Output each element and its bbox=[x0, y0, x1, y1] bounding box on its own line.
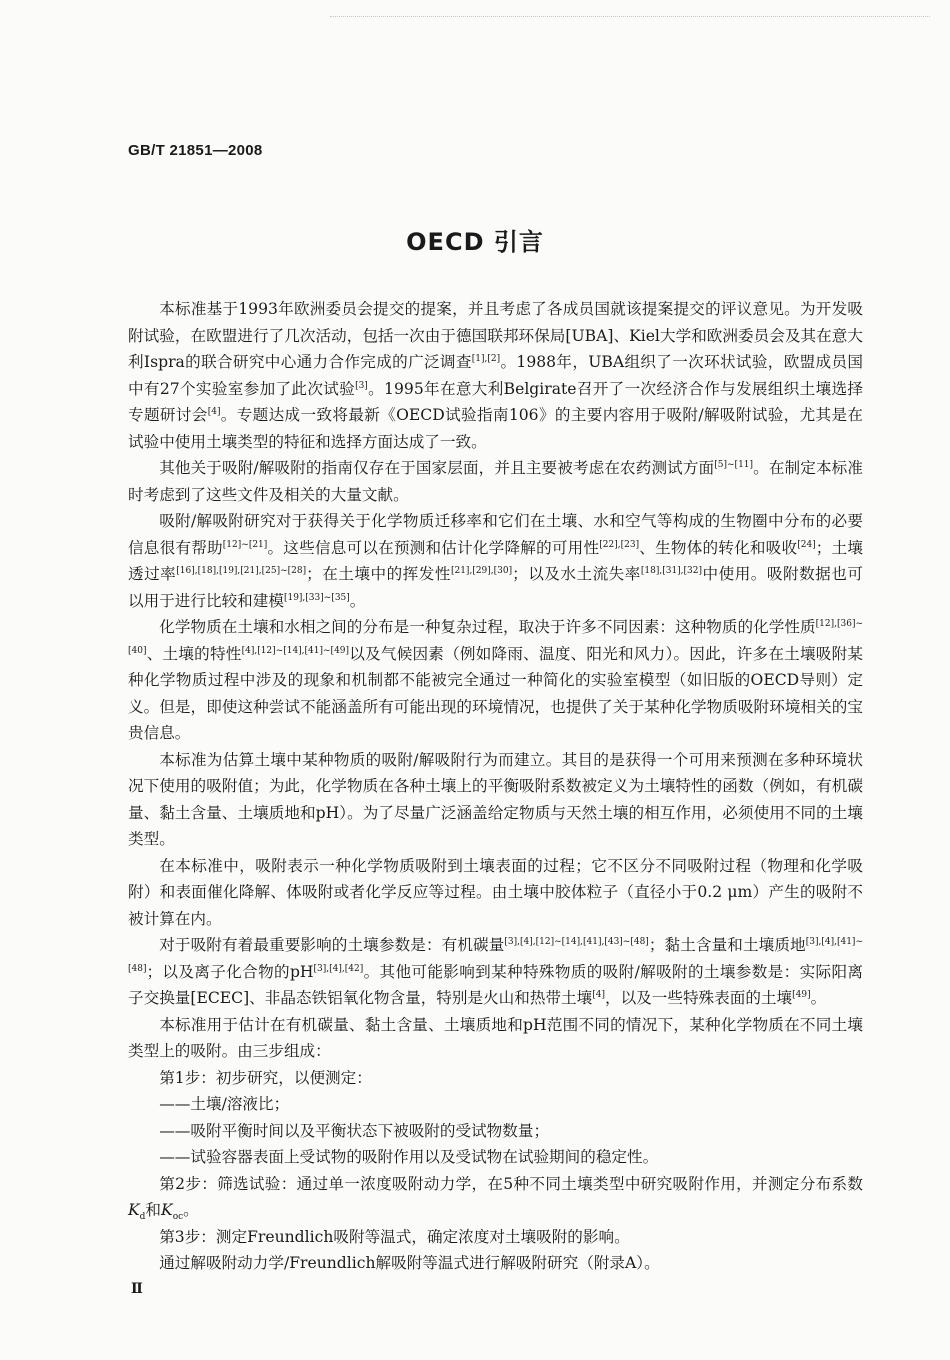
step-1: 第1步：初步研究，以便测定： bbox=[159, 1068, 372, 1087]
document-code: GB/T 21851—2008 bbox=[128, 142, 263, 159]
page-number: Ⅱ bbox=[131, 1281, 143, 1297]
paragraph-6: 在本标准中，吸附表示一种化学物质吸附到土壤表面的过程；它不区分不同吸附过程（物理和化学吸附）和表面催化降解、体吸附或者化学反应等过程。由土壤中胶体粒子（直径小于0.2 μm）产生的吸附不被计算在内。 bbox=[128, 856, 863, 928]
scan-artifact bbox=[330, 16, 930, 21]
paragraph-2: 其他关于吸附/解吸附的指南仅存在于国家层面，并且主要被考虑在农药测试方面[5]~[11]。在制定本标准时考虑到了这些文件及相关的大量文献。 bbox=[128, 459, 863, 504]
desorption-note: 通过解吸附动力学/Freundlich解吸附等温式进行解吸附研究（附录A）。 bbox=[159, 1254, 660, 1272]
paragraph-7: 对于吸附有着最重要影响的土壤参数是：有机碳量[3],[4],[12]~[14],[41],[43]~[48]；黏土含量和土壤质地[3],[4],[41]~[48]；以及离子化合物的pH[3],[4],[42]。其他可能影响到某种特殊物质的吸附/解吸附的土壤参数是：实际阳离子交换量[ECEC]、非晶态铁铝氧化物含量，特别是火山和热带土壤[4]，以及一些特殊表面的土壤[49]。 bbox=[128, 936, 863, 1007]
paragraph-3: 吸附/解吸附研究对于获得关于化学物质迁移率和它们在土壤、水和空气等构成的生物圈中分布的必要信息很有帮助[12]~[21]。这些信息可以在预测和估计化学降解的可用性[22],[23]、生物体的转化和吸收[24]；土壤透过率[16],[18],[19],[21],[25]~[28]；在土壤中的挥发性[21],[29],[30]；以及水土流失率[18],[31],[32]中使用。吸附数据也可以用于进行比较和建模[19],[33]~[35]。 bbox=[128, 512, 863, 610]
body-text bbox=[128, 296, 863, 1277]
paragraph-1: 本标准基于1993年欧洲委员会提交的提案，并且考虑了各成员国就该提案提交的评议意见。为开发吸附试验，在欧盟进行了几次活动，包括一次由于德国联邦环保局[UBA]、Kiel大学和欧洲委员会及其在意大利Ispra的联合研究中心通力合作完成的广泛调查[1],[2]。1988年，UBA组织了一次环状试验，欧盟成员国中有27个实验室参加了此次试验[3]。1995年在意大利Belgirate召开了一次经济合作与发展组织土壤选择专题研讨会[4]。专题达成一致将最新《OECD试验指南106》的主要内容用于吸附/解吸附试验，尤其是在试验中使用土壤类型的特征和选择方面达成了一致。 bbox=[128, 300, 863, 451]
page-title: OECD 引言 bbox=[406, 228, 544, 256]
step-3: 第3步：测定Freundlich吸附等温式，确定浓度对土壤吸附的影响。 bbox=[159, 1227, 630, 1246]
step-1-item: ——土壤/溶液比； bbox=[159, 1095, 290, 1113]
step-2: 第2步：筛选试验：通过单一浓度吸附动力学，在5种不同土壤类型中研究吸附作用，并测定分布系数$K_d$和$K_{oc}$。 bbox=[128, 1174, 863, 1223]
step-1-item: ——吸附平衡时间以及平衡状态下被吸附的受试物数量； bbox=[159, 1121, 550, 1140]
step-1-item: ——试验容器表面上受试物的吸附作用以及受试物在试验期间的稳定性。 bbox=[159, 1148, 659, 1166]
paragraph-4: 化学物质在土壤和水相之间的分布是一种复杂过程，取决于许多不同因素：这种物质的化学性质[12],[36]~[40]、土壤的特性[4],[12]~[14],[41]~[49]以及气候因素（例如降雨、温度、阳光和风力）。因此，许多在土壤吸附某种化学物质过程中涉及的现象和机制都不能被完全通过一种简化的实验室模型（如旧版的OECD导则）定义。但是，即使这种尝试不能涵盖所有可能出现的环境情况，也提供了关于某种化学物质吸附环境相关的宝贵信息。 bbox=[128, 618, 863, 742]
paragraph-5: 本标准为估算土壤中某种物质的吸附/解吸附行为而建立。其目的是获得一个可用来预测在多种环境状况下使用的吸附值；为此，化学物质在各种土壤上的平衡吸附系数被定义为土壤特性的函数（例如，有机碳量、黏土含量、土壤质地和pH）。为了尽量广泛涵盖给定物质与天然土壤的相互作用，必须使用不同的土壤类型。 bbox=[128, 750, 863, 848]
paragraph-8: 本标准用于估计在有机碳量、黏土含量、土壤质地和pH范围不同的情况下，某种化学物质在不同土壤类型上的吸附。由三步组成： bbox=[128, 1015, 863, 1060]
